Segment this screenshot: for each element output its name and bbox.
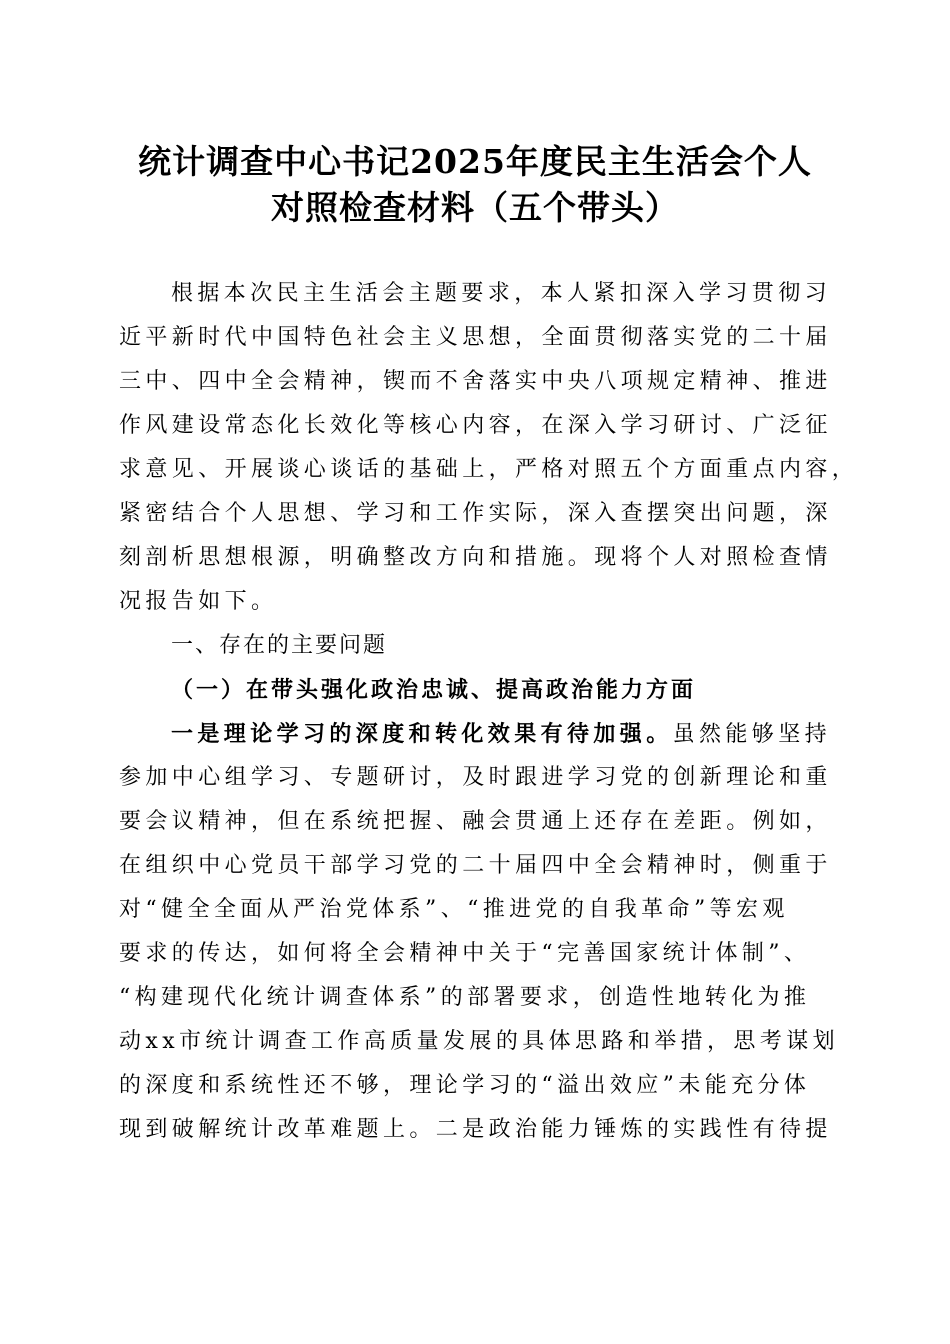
intro-line: 作风建设常态化长效化等核心内容，在深入学习研讨、广泛征 <box>119 413 832 438</box>
document-title-line-1: 统计调查中心书记2025年度民主生活会个人 <box>138 142 812 181</box>
paragraph-line: 参加中心组学习、专题研讨，及时跟进学习党的创新理论和重 <box>119 765 832 790</box>
paragraph-line: 在组织中心党员干部学习党的二十届四中全会精神时，侧重于 <box>119 853 832 878</box>
paragraph-line: 的深度和系统性还不够，理论学习的“溢出效应”未能充分体 <box>119 1073 811 1098</box>
paragraph-line: 要求的传达，如何将全会精神中关于“完善国家统计体制”、 <box>119 941 811 966</box>
paragraph-first-line-rest: 虽然能够坚持 <box>672 722 832 747</box>
document-body <box>119 272 859 1152</box>
paragraph-line: 要会议精神，但在系统把握、融会贯通上还存在差距。例如， <box>119 809 832 834</box>
paragraph-first-line <box>119 712 839 756</box>
paragraph-line: 对“健全全面从严治党体系”、“推进党的自我革命”等宏观 <box>119 897 789 922</box>
intro-line: 紧密结合个人思想、学习和工作实际，深入查摆突出问题，深 <box>119 501 832 526</box>
paragraph-lead-sentence: 一是理论学习的深度和转化效果有待加强。 <box>171 721 673 747</box>
document-title-line-2: 对照检查材料（五个带头） <box>271 188 679 227</box>
intro-line: 近平新时代中国特色社会主义思想，全面贯彻落实党的二十届 <box>119 325 832 350</box>
intro-line: 根据本次民主生活会主题要求，本人紧扣深入学习贯彻习 <box>171 281 832 306</box>
intro-line: 求意见、开展谈心谈话的基础上，严格对照五个方面重点内容， <box>119 457 859 482</box>
intro-line: 况报告如下。 <box>119 589 278 614</box>
paragraph-line: “构建现代化统计调查体系”的部署要求，创造性地转化为推 <box>119 985 811 1010</box>
section-heading: 一、存在的主要问题 <box>171 633 388 658</box>
paragraph-line: 现到破解统计改革难题上。二是政治能力锤炼的实践性有待提 <box>119 1117 832 1142</box>
paragraph-line: 动xx市统计调查工作高质量发展的具体思路和举措，思考谋划 <box>119 1029 840 1054</box>
intro-line: 刻剖析思想根源，明确整改方向和措施。现将个人对照检查情 <box>119 545 832 570</box>
intro-line: 三中、四中全会精神，锲而不舍落实中央八项规定精神、推进 <box>119 369 832 394</box>
subsection-heading: （一）在带头强化政治忠诚、提高政治能力方面 <box>171 677 697 703</box>
